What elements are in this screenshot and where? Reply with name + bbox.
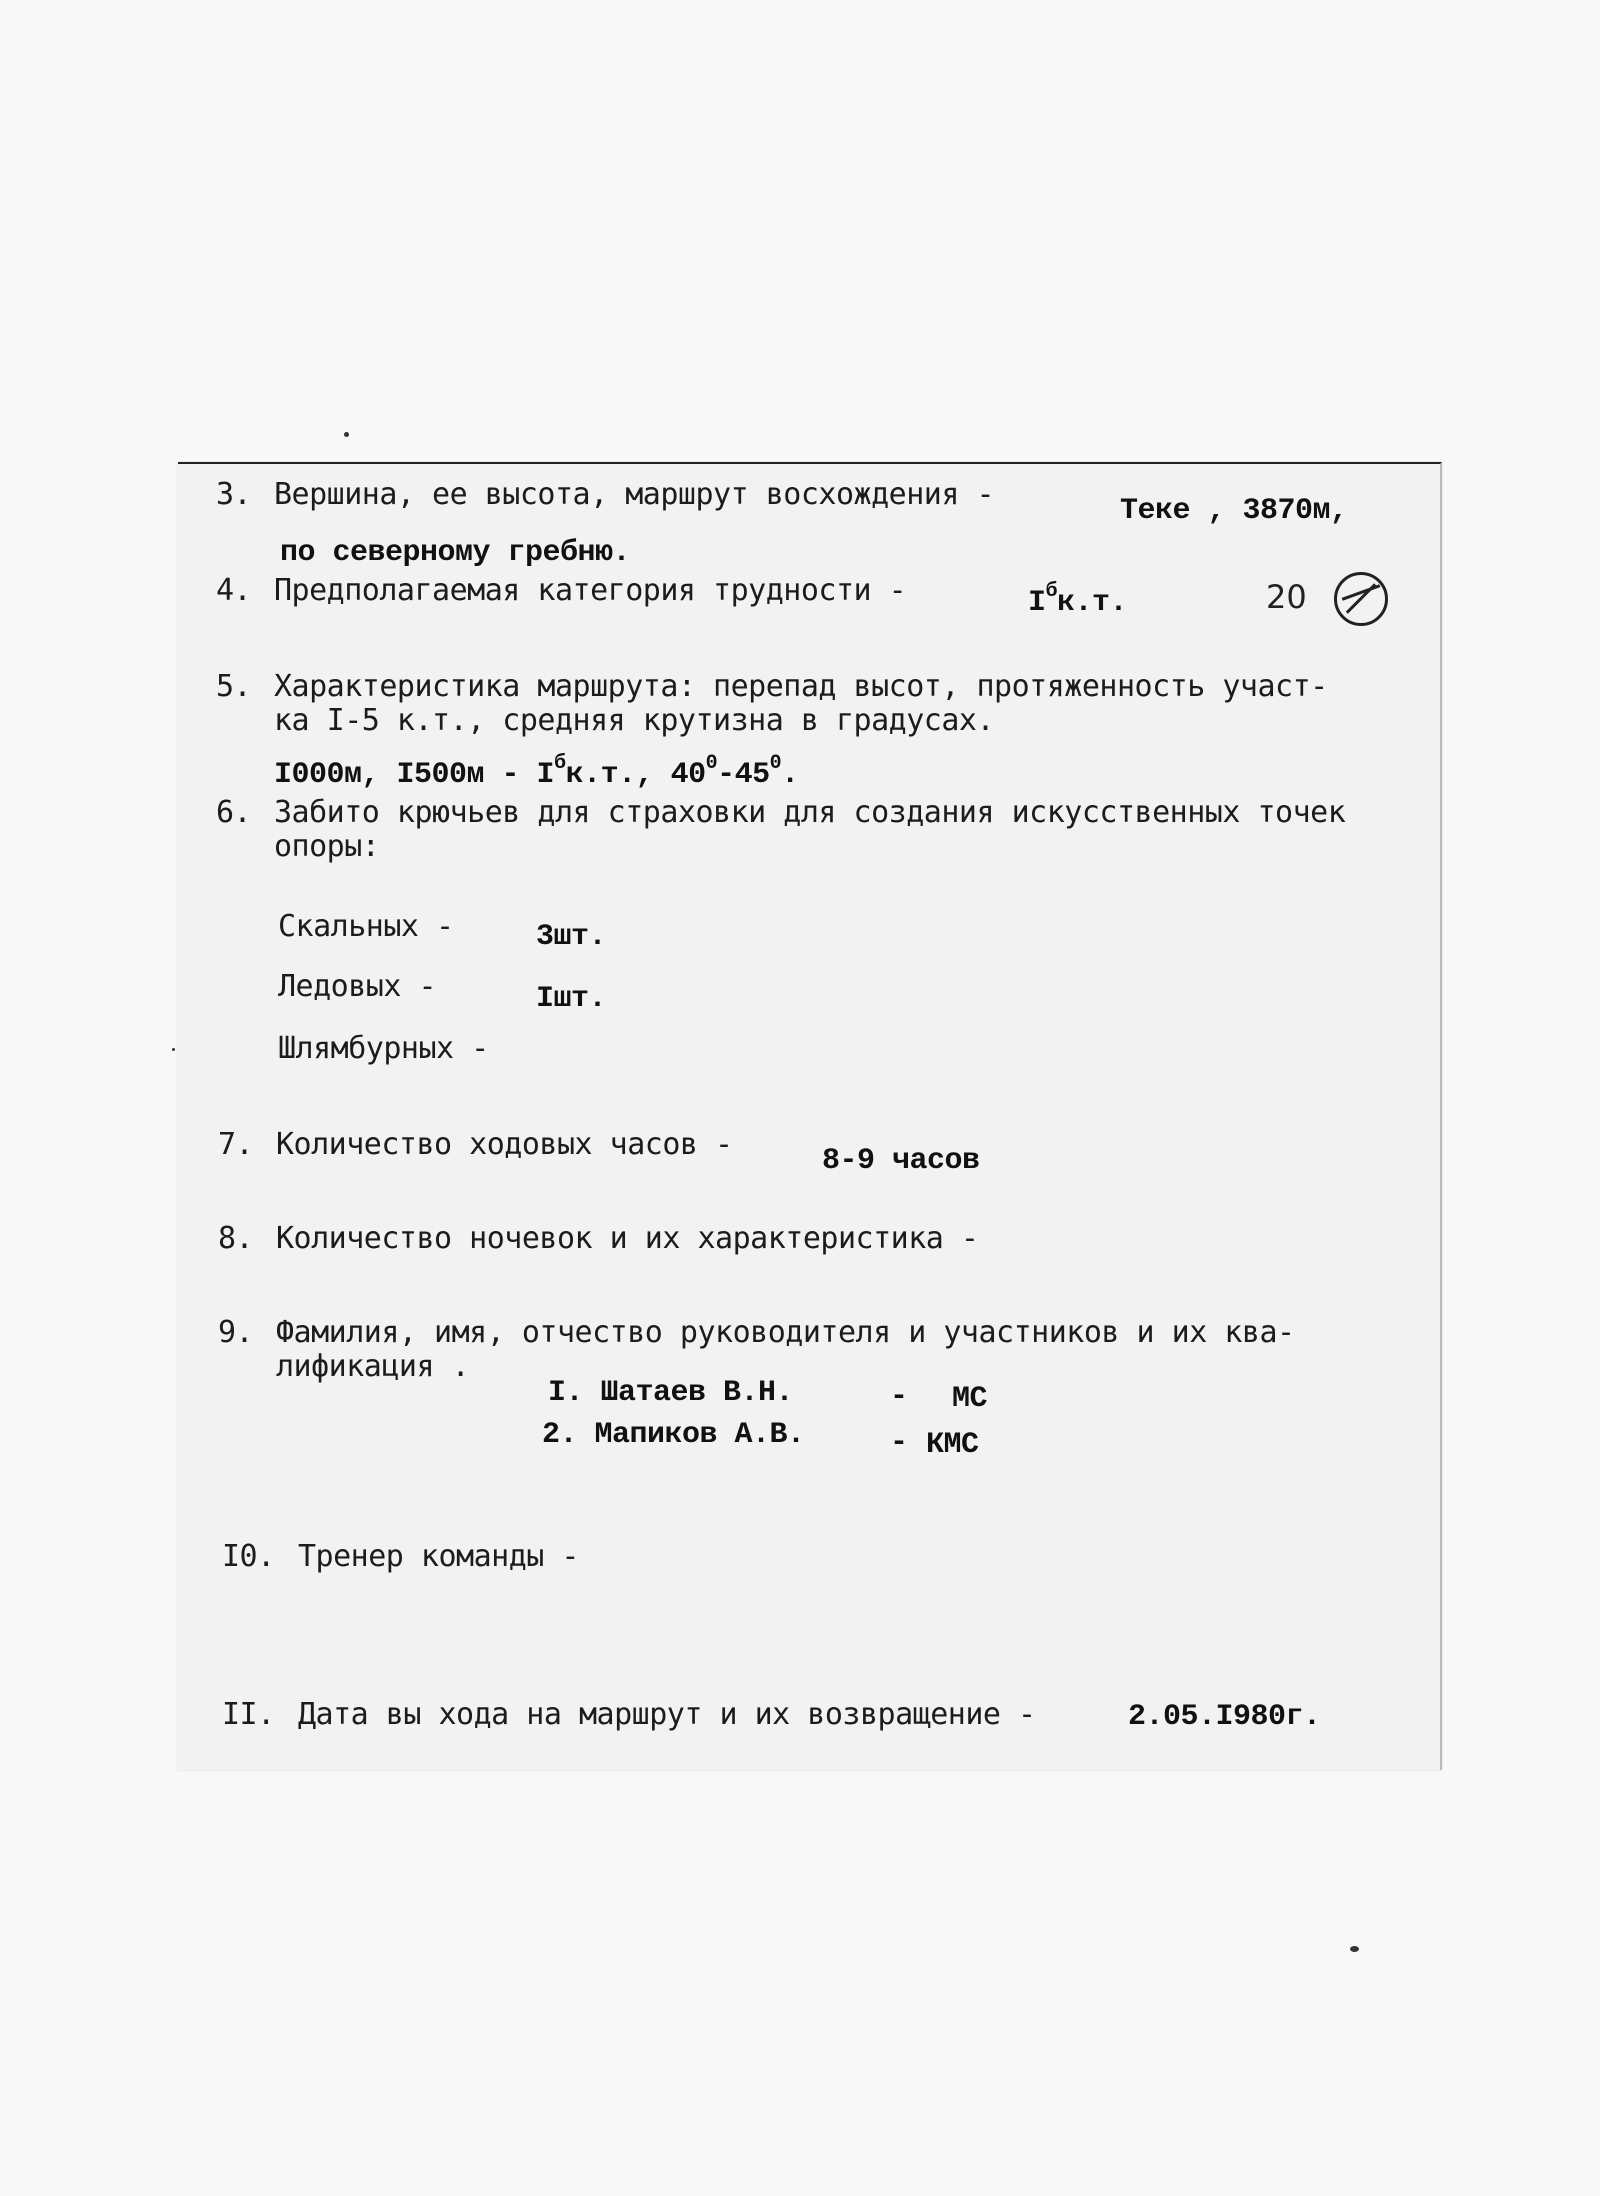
item-7-value: 8-9 часов bbox=[822, 1144, 980, 1178]
grade-sup: б bbox=[1045, 580, 1058, 603]
bolt-pitons-label: Шлямбурных - bbox=[278, 1031, 489, 1066]
item-11-number: II. bbox=[222, 1697, 275, 1732]
grade-rest: к.т. bbox=[1057, 586, 1128, 620]
value-pre: I000м, I500м - I bbox=[274, 758, 555, 792]
item-6-line1: Забито крючьев для страховки для создания искусственных точек bbox=[274, 795, 1346, 830]
item-4-number: 4. bbox=[216, 573, 252, 608]
item-11-value: 2.05.I980г. bbox=[1128, 1700, 1321, 1734]
item-5-line1: Характеристика маршрута: перепад высот, протяженность участ- bbox=[274, 669, 1328, 704]
item-3-number: 3. bbox=[216, 477, 252, 512]
item-4-hand-number: 20 bbox=[1266, 578, 1307, 616]
item-6-number: 6. bbox=[216, 795, 252, 830]
item-4-grade bbox=[1028, 580, 1128, 620]
scan-speck bbox=[172, 1048, 175, 1051]
value-mid2: -45 bbox=[717, 758, 770, 792]
rock-pitons-label: Скальных - bbox=[278, 909, 454, 944]
member-rank: КМС bbox=[926, 1428, 979, 1462]
rock-pitons-value: 3шт. bbox=[536, 920, 607, 954]
item-4-label: Предполагаемая категория трудности - bbox=[274, 573, 907, 608]
grade-base: I bbox=[1028, 586, 1046, 620]
item-8-number: 8. bbox=[218, 1221, 254, 1256]
member-dash: - bbox=[890, 1380, 908, 1414]
member-name: 2. Мапиков А.В. bbox=[542, 1418, 805, 1452]
ice-pitons-value: Iшт. bbox=[536, 982, 607, 1016]
item-3-peak: Теке , 3870м, bbox=[1120, 494, 1348, 528]
item-10-number: I0. bbox=[222, 1539, 275, 1574]
item-10-label: Тренер команды - bbox=[298, 1539, 579, 1574]
item-11-label: Дата вы хода на маршрут и их возвращение - bbox=[298, 1697, 1036, 1732]
ice-pitons-label: Ледовых - bbox=[278, 969, 437, 1004]
item-7-number: 7. bbox=[218, 1127, 254, 1162]
scan-speck bbox=[1350, 1946, 1359, 1952]
item-7-label: Количество ходовых часов - bbox=[276, 1127, 733, 1162]
item-9-line1: Фамилия, имя, отчество руководителя и участников и их ква- bbox=[276, 1315, 1295, 1350]
value-end: . bbox=[781, 758, 799, 792]
item-9-number: 9. bbox=[218, 1315, 254, 1350]
value-sup: б bbox=[554, 752, 566, 775]
item-6-line2: опоры: bbox=[274, 829, 380, 864]
value-mid: к.т., 40 bbox=[565, 758, 706, 792]
value-sup3: 0 bbox=[769, 752, 782, 775]
item-3-route: по северному гребню. bbox=[280, 536, 631, 570]
member-name: I. Шатаев В.Н. bbox=[548, 1376, 794, 1410]
item-5-number: 5. bbox=[216, 669, 252, 704]
member-dash: - bbox=[890, 1426, 908, 1460]
item-5-line2: ка I-5 к.т., средняя крутизна в градусах. bbox=[274, 703, 995, 738]
scribble-mark-icon bbox=[1334, 572, 1388, 626]
item-8-label: Количество ночевок и их характеристика - bbox=[276, 1221, 979, 1256]
value-sup2: 0 bbox=[705, 752, 718, 775]
item-9-line2: лификация . bbox=[276, 1349, 470, 1384]
item-5-value bbox=[274, 752, 799, 792]
member-rank: МС bbox=[952, 1382, 988, 1416]
item-3-label: Вершина, ее высота, маршрут восхождения - bbox=[274, 477, 995, 512]
scan-speck bbox=[344, 432, 349, 437]
